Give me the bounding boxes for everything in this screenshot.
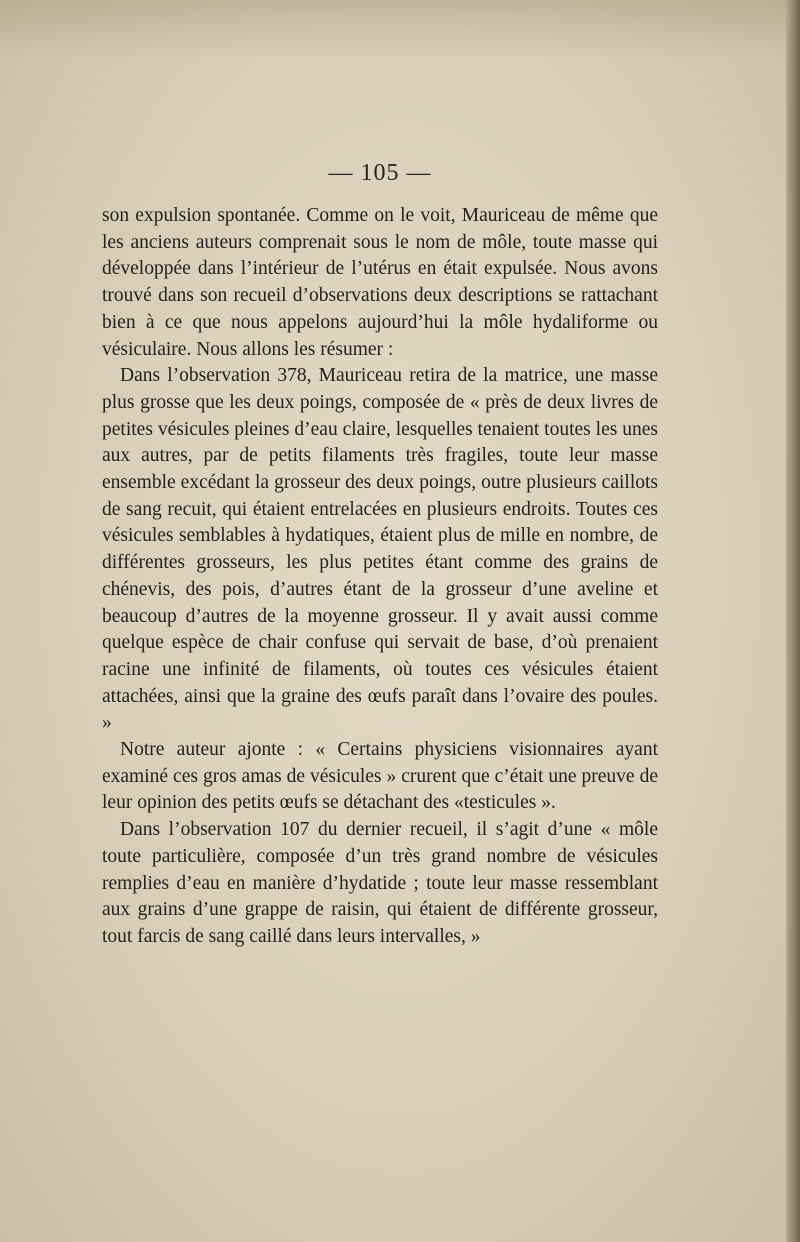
paragraph-1: son expulsion spontanée. Comme on le voit, Mauriceau de même que les anciens auteurs comprenait sous le nom de môle, toute masse qui développée dans l’intérieur de l’utérus en était expulsée. Nous avons trouvé dans son recueil d’observations deux descriptions se rattachant bien à ce que nous appelons aujourd’hui la môle hydaliforme ou vésiculaire. Nous allons les résumer : — [102, 205, 658, 360]
page-edge-shadow — [786, 0, 800, 1242]
paragraph-3: Notre auteur ajonte : « Certains physiciens visionnaires ayant examiné ces gros amas de vésicules » crurent que c’était une preuve de leur opinion des petits œufs se détachant des «testicules ». — [102, 739, 658, 814]
paragraph-2: Dans l’observation 378, Mauriceau retira de la matrice, une masse plus grosse que les deux poings, composée de « près de deux livres de petites vésicules pleines d’eau claire, lesquelles tenaient toutes les unes aux autres, par de petits filaments très fragiles, toute leur masse ensemble excédant la grosseur des deux poings, outre plusieurs caillots de sang recuit, qui étaient entrelacées en plusieurs endroits. Toutes ces vésicules semblables à hydatiques, étaient plus de mille en nombre, de différentes grosseurs, les plus petites étant comme des grains de chénevis, des pois, d’autres étant de la grosseur d’une aveline et beaucoup d’autres de la moyenne grosseur. Il y avait aussi comme quelque espèce de chair confuse qui servait de base, d’où prenaient racine une infinité de filaments, où toutes ces vésicules étaient attachées, ainsi que la graine des œufs paraît dans l’ovaire des poules. » — [102, 365, 658, 734]
body-text — [102, 203, 658, 951]
page-number: — 105 — — [328, 160, 432, 186]
paper-stain — [0, 0, 800, 60]
paragraph-4: Dans l’observation 107 du dernier recueil, il s’agit d’une « môle toute particulière, composée d’un très grand nombre de vésicules remplies d’eau en manière d’hydatide ; toute leur masse ressemblant aux grains d’une grappe de raisin, qui étaient de différente grosseur, tout farcis de sang caillé dans leurs intervalles, » — [102, 819, 658, 947]
